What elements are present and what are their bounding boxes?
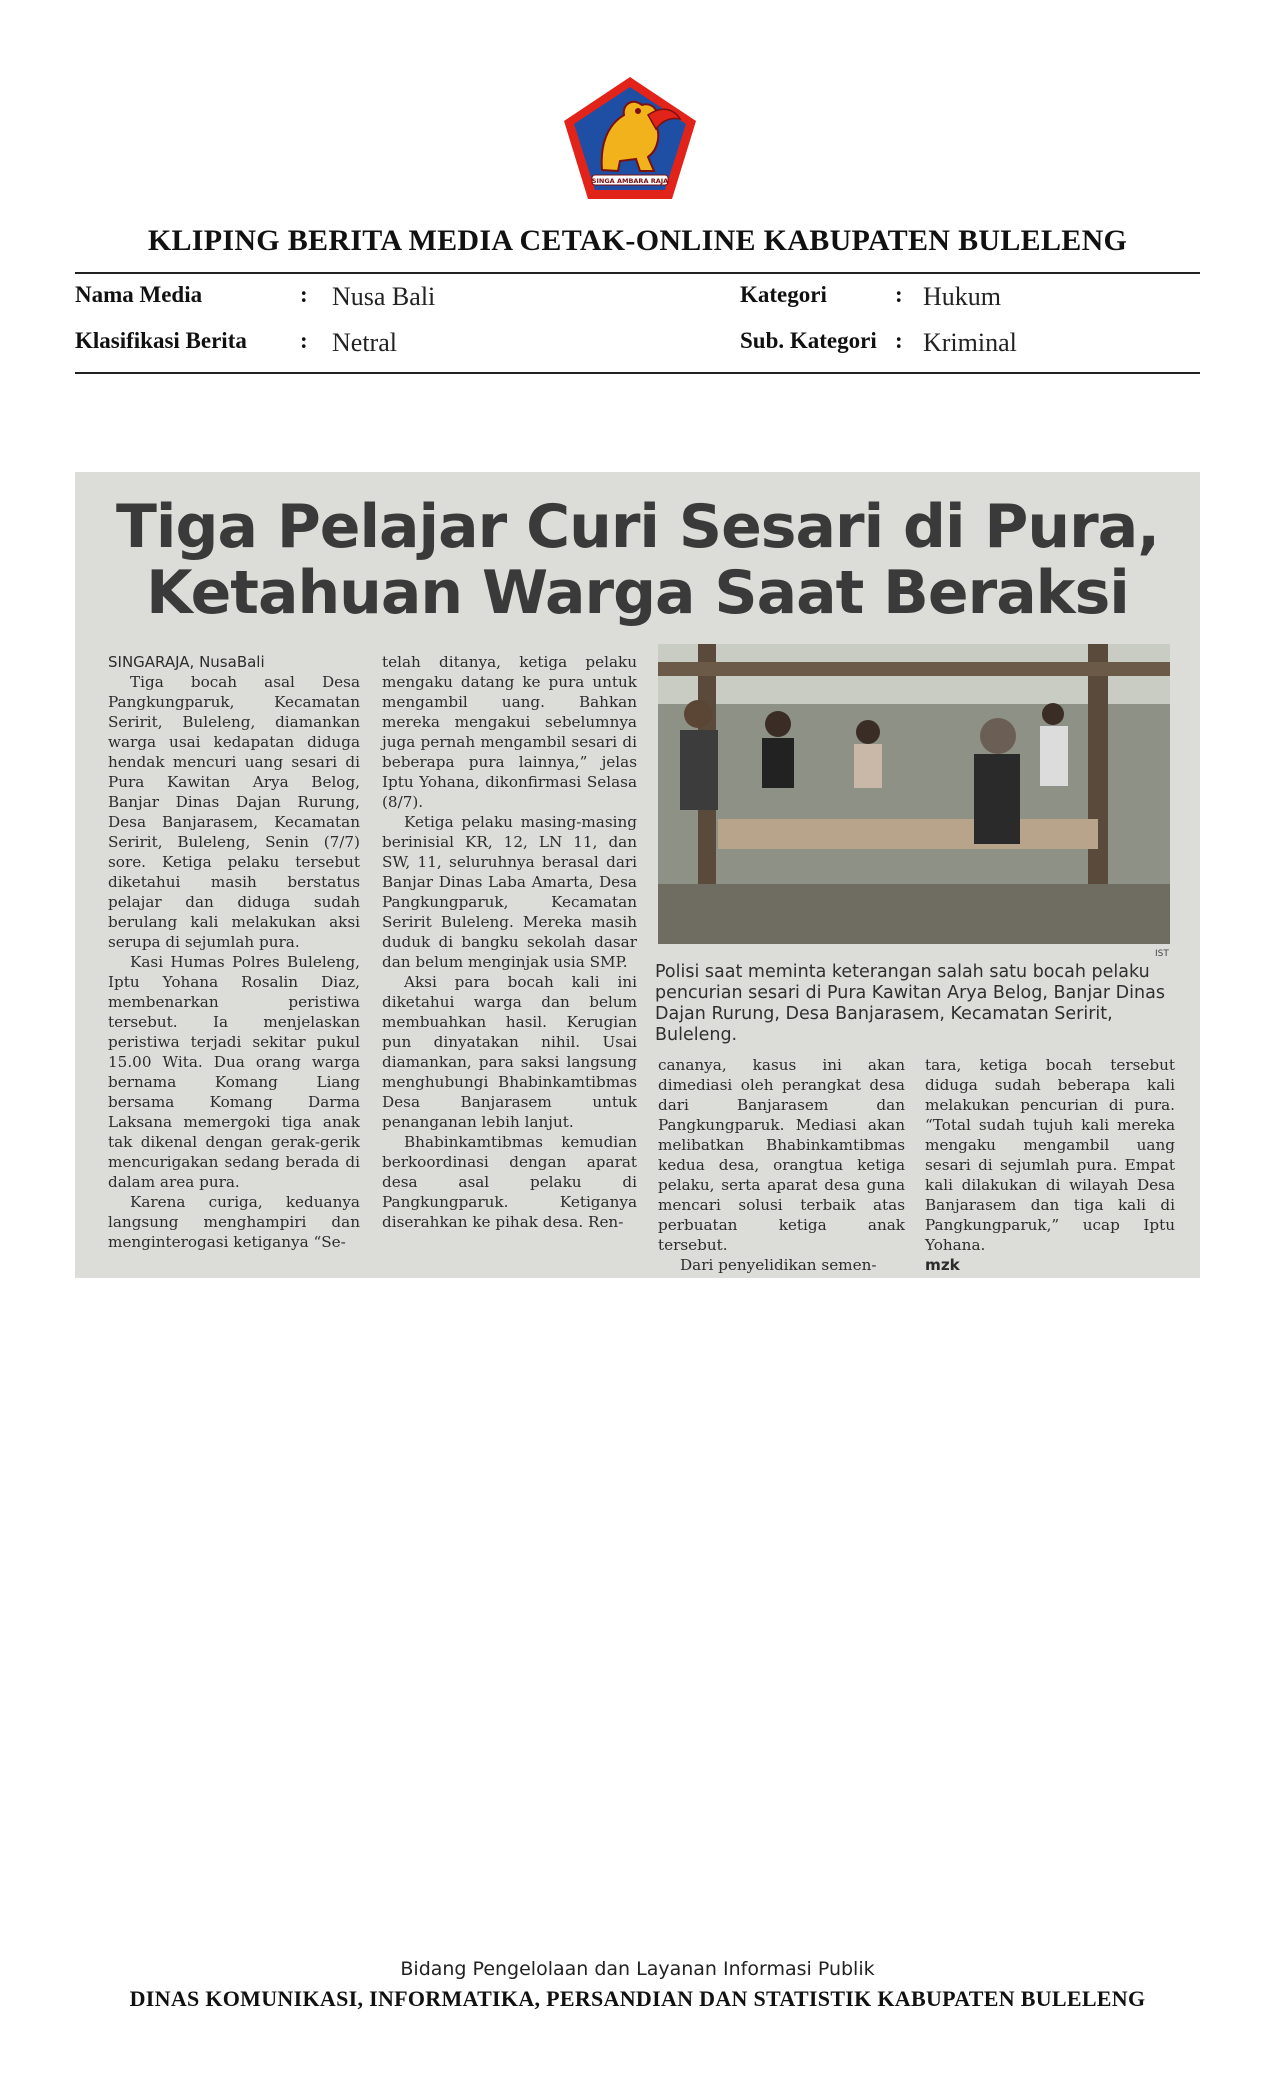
klasifikasi-colon: : <box>300 328 308 353</box>
article-column-1 <box>108 652 360 1252</box>
header-bottom-rule <box>75 372 1200 374</box>
kategori-colon: : <box>895 282 903 307</box>
footer-division: Bidang Pengelolaan dan Layanan Informasi Publik <box>400 1958 875 1980</box>
col4-paragraph: tara, ketiga bocah tersebut diduga sudah beberapa kali melakukan pencurian di pura. “Total sudah tujuh kali mereka mengaku mengambil uang sesari di sejumlah pura. Empat kali dilakukan di wilayah Desa Banjarasem dan tiga kali di Pangkungparuk,” ucap Iptu Yohana. <box>925 1056 1175 1254</box>
header-top-rule <box>75 272 1200 274</box>
article-photo <box>658 644 1170 944</box>
col3-paragraph: Dari penyelidikan semen- <box>680 1256 877 1274</box>
kategori-label: Kategori <box>740 282 827 307</box>
col2-paragraph: telah ditanya, ketiga pelaku mengaku datang ke pura untuk mengambil uang. Bahkan mereka mengakui sebelumnya juga pernah mengambil sesari di beberapa pura lainnya,” jelas Iptu Yohana, dikonfirmasi Selasa (8/7). <box>382 653 637 811</box>
sub-kategori-label: Sub. Kategori <box>740 328 877 353</box>
col1-paragraph: Kasi Humas Polres Buleleng, Iptu Yohana Rosalin Diaz, membenarkan peristiwa tersebut. Ia menjelaskan peristiwa terjadi sekitar pukul 15.00 Wita. Dua orang warga bernama Komang Liang bersama Komang Darma Laksana memergoki tiga anak tak dikenal dengan gerak-gerik mencurigakan sedang berada di dalam area pura. <box>108 953 360 1191</box>
footer-agency: DINAS KOMUNIKASI, INFORMATIKA, PERSANDIAN DAN STATISTIK KABUPATEN BULELENG <box>129 1986 1146 2011</box>
logo-motto: SINGA AMBARA RAJA <box>591 177 669 185</box>
newspaper-clipping <box>75 472 1200 1278</box>
nama-media-label: Nama Media <box>75 282 203 307</box>
article-column-2 <box>382 652 637 1232</box>
col2-paragraph: Aksi para bocah kali ini diketahui warga dan belum membuahkan hasil. Kerugian pun dinyatakan nihil. Usai diamankan, para saksi langsung menghubungi Bhabinkamtibmas Desa Banjarasem untuk penanganan lebih lanjut. <box>382 973 637 1131</box>
document-title: KLIPING BERITA MEDIA CETAK-ONLINE KABUPATEN BULELENG <box>147 224 1128 257</box>
col3-paragraph: cananya, kasus ini akan dimediasi oleh perangkat desa dari Banjarasem dan Pangkungparuk. Mediasi akan melibatkan Bhabinkamtibmas kedua desa, orangtua ketiga pelaku, serta aparat desa guna mencari solusi terbaik atas perbuatan ketiga anak tersebut. <box>658 1056 905 1254</box>
headline-line-1: Tiga Pelajar Curi Sesari di Pura, <box>116 492 1159 562</box>
nama-media-value: Nusa Bali <box>332 282 436 311</box>
article-column-3 <box>658 1055 905 1275</box>
author-signature: mzk <box>925 1256 960 1274</box>
nama-media-colon: : <box>300 282 308 307</box>
col1-paragraph: Tiga bocah asal Desa Pangkungparuk, Kecamatan Seririt, Buleleng, diamankan warga usai kedapatan diduga hendak mencuri uang sesari di Pura Kawitan Arya Belog, Banjar Dinas Dajan Rurung, Desa Banjarasem, Kecamatan Seririt, Buleleng, Senin (7/7) sore. Ketiga pelaku tersebut diketahui masih berstatus pelajar dan diduga sudah berulang kali melakukan aksi serupa di sejumlah pura. <box>108 673 360 951</box>
photo-caption: Polisi saat meminta keterangan salah satu bocah pelaku pencurian sesari di Pura Kawitan Arya Belog, Banjar Dinas Dajan Rurung, Desa Banjarasem, Kecamatan Seririt, Buleleng. <box>655 962 1165 1045</box>
col2-paragraph: Bhabinkamtibmas kemudian berkoordinasi dengan aparat desa asal pelaku di Pangkungparuk. Ketiganya diserahkan ke pihak desa. Ren- <box>382 1133 637 1231</box>
headline-line-2: Ketahuan Warga Saat Beraksi <box>146 558 1129 628</box>
kategori-value: Hukum <box>923 282 1001 311</box>
buleleng-emblem-logo <box>562 75 698 201</box>
klasifikasi-label: Klasifikasi Berita <box>75 328 247 353</box>
dateline: SINGARAJA, NusaBali <box>108 653 265 671</box>
col2-paragraph: Ketiga pelaku masing-masing berinisial KR, 12, LN 11, dan SW, 11, seluruhnya berasal dari Banjar Dinas Laba Amarta, Desa Pangkungparuk, Kecamatan Seririt Buleleng. Mereka masih duduk di bangku sekolah dasar dan belum menginjak usia SMP. <box>382 813 637 971</box>
article-column-4 <box>925 1055 1175 1275</box>
sub-kategori-value: Kriminal <box>923 328 1017 357</box>
klasifikasi-value: Netral <box>332 328 397 357</box>
photo-illustration <box>658 644 1170 944</box>
col1-paragraph: Karena curiga, keduanya langsung menghampiri dan menginterogasi ketiganya “Se- <box>108 1193 360 1251</box>
sub-kategori-colon: : <box>895 328 903 353</box>
photo-credit: IST <box>1155 949 1169 959</box>
